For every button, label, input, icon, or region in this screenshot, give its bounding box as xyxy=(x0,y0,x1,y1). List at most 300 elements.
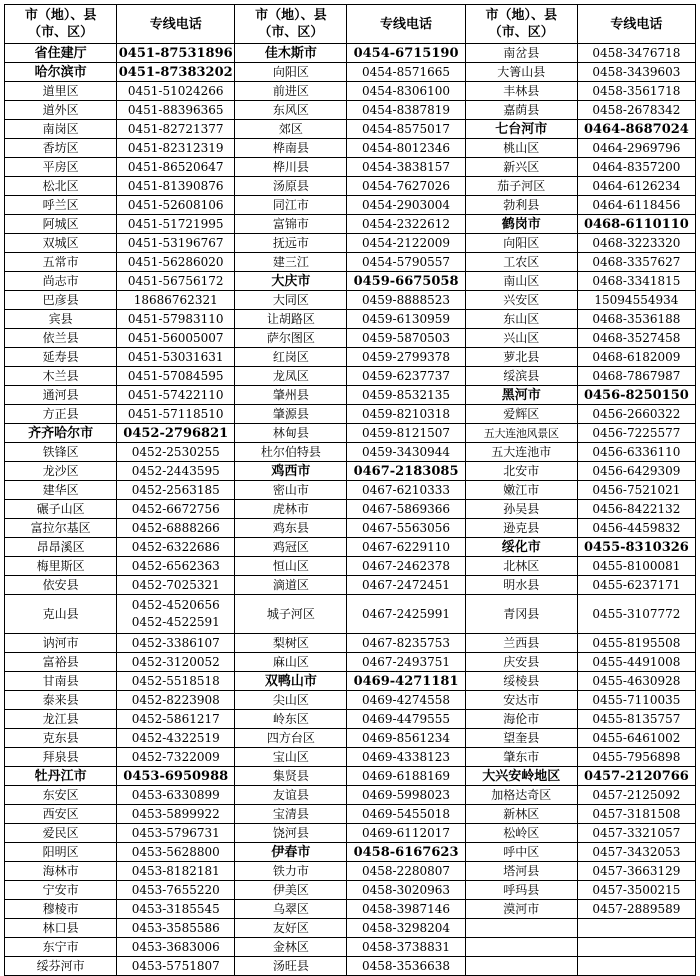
hotline-number: 0459-8210318 xyxy=(347,405,465,424)
hotline-number: 0456-8250150 xyxy=(577,386,695,405)
hotline-number: 0458-3738831 xyxy=(347,938,465,957)
hotline-number: 0455-6237171 xyxy=(577,576,695,595)
region-name: 麻山区 xyxy=(235,653,347,672)
region-name: 萝北县 xyxy=(465,348,577,367)
hotline-number: 0453-5796731 xyxy=(117,824,235,843)
hotline-number: 0455-3107772 xyxy=(577,595,695,634)
region-name: 北林区 xyxy=(465,557,577,576)
hotline-number: 0453-3185545 xyxy=(117,900,235,919)
region-name: 兴安区 xyxy=(465,291,577,310)
hotline-number: 0454-8012346 xyxy=(347,139,465,158)
table-row xyxy=(5,786,696,805)
region-name: 北安市 xyxy=(465,462,577,481)
table-body xyxy=(5,44,696,976)
hotline-number: 0458-3439603 xyxy=(577,63,695,82)
hotline-number: 0464-6118456 xyxy=(577,196,695,215)
hotline-number: 0454-8571665 xyxy=(347,63,465,82)
region-name xyxy=(465,957,577,976)
hotline-number: 0452-5861217 xyxy=(117,710,235,729)
region-name: 梨树区 xyxy=(235,634,347,653)
hotline-number: 0457-3500215 xyxy=(577,881,695,900)
hotline-number: 0468-6110110 xyxy=(577,215,695,234)
table-row xyxy=(5,576,696,595)
table-row xyxy=(5,862,696,881)
region-name: 茄子河区 xyxy=(465,177,577,196)
hotline-number: 0467-5563056 xyxy=(347,519,465,538)
table-row xyxy=(5,900,696,919)
region-name: 新兴区 xyxy=(465,158,577,177)
table-row xyxy=(5,748,696,767)
region-name: 哈尔滨市 xyxy=(5,63,117,82)
table-row xyxy=(5,634,696,653)
hotline-number: 0459-8532135 xyxy=(347,386,465,405)
region-name: 桦南县 xyxy=(235,139,347,158)
hotline-number: 0454-2322612 xyxy=(347,215,465,234)
hotline-number: 0451-82312319 xyxy=(117,139,235,158)
hotline-number: 0468-3223320 xyxy=(577,234,695,253)
region-name: 海伦市 xyxy=(465,710,577,729)
hotline-number: 0453-3683006 xyxy=(117,938,235,957)
region-name: 富裕县 xyxy=(5,653,117,672)
region-name: 望奎县 xyxy=(465,729,577,748)
region-name: 泰来县 xyxy=(5,691,117,710)
hotline-number: 0451-57084595 xyxy=(117,367,235,386)
hotline-number: 0467-5869366 xyxy=(347,500,465,519)
table-row xyxy=(5,462,696,481)
region-name: 昂昂溪区 xyxy=(5,538,117,557)
table-row xyxy=(5,196,696,215)
table-row xyxy=(5,424,696,443)
region-name: 五常市 xyxy=(5,253,117,272)
region-name: 桦川县 xyxy=(235,158,347,177)
region-name: 林口县 xyxy=(5,919,117,938)
table-row xyxy=(5,329,696,348)
region-name: 道外区 xyxy=(5,101,117,120)
region-name: 伊美区 xyxy=(235,881,347,900)
table-row xyxy=(5,557,696,576)
hotline-number: 0459-6675058 xyxy=(347,272,465,291)
hotline-number: 0451-53031631 xyxy=(117,348,235,367)
hotline-number: 0455-8310326 xyxy=(577,538,695,557)
hotline-number: 0452-4322519 xyxy=(117,729,235,748)
table-row xyxy=(5,919,696,938)
region-name: 友好区 xyxy=(235,919,347,938)
hotline-number: 0469-4338123 xyxy=(347,748,465,767)
region-name: 青冈县 xyxy=(465,595,577,634)
region-name: 齐齐哈尔市 xyxy=(5,424,117,443)
hotline-table xyxy=(4,4,696,976)
region-name: 龙凤区 xyxy=(235,367,347,386)
hotline-number: 0453-8182181 xyxy=(117,862,235,881)
region-name: 东安区 xyxy=(5,786,117,805)
hotline-number: 0451-57422110 xyxy=(117,386,235,405)
hotline-number: 0467-8235753 xyxy=(347,634,465,653)
hotline-number: 0452-7322009 xyxy=(117,748,235,767)
region-name: 漠河市 xyxy=(465,900,577,919)
hotline-number: 0454-8387819 xyxy=(347,101,465,120)
hotline-number xyxy=(117,595,235,634)
table-row xyxy=(5,215,696,234)
hotline-number: 0453-6950988 xyxy=(117,767,235,786)
region-name: 西安区 xyxy=(5,805,117,824)
region-name: 鹤岗市 xyxy=(465,215,577,234)
table-row xyxy=(5,348,696,367)
table-row xyxy=(5,405,696,424)
hotline-number: 0451-86520647 xyxy=(117,158,235,177)
region-name: 前进区 xyxy=(235,82,347,101)
region-name: 牡丹江市 xyxy=(5,767,117,786)
hotline-number: 0455-7110035 xyxy=(577,691,695,710)
region-name: 向阳区 xyxy=(235,63,347,82)
region-name: 南岔县 xyxy=(465,44,577,63)
region-name: 黑河市 xyxy=(465,386,577,405)
hotline-number: 0456-2660322 xyxy=(577,405,695,424)
hotline-number: 0456-8422132 xyxy=(577,500,695,519)
hotline-number: 0455-8195508 xyxy=(577,634,695,653)
region-name: 南山区 xyxy=(465,272,577,291)
region-name: 绥滨县 xyxy=(465,367,577,386)
hotline-number: 0455-4491008 xyxy=(577,653,695,672)
hotline-number: 0459-8888523 xyxy=(347,291,465,310)
region-name: 向阳区 xyxy=(465,234,577,253)
table-row xyxy=(5,729,696,748)
region-name: 双鸭山市 xyxy=(235,672,347,691)
region-name: 肇源县 xyxy=(235,405,347,424)
region-name: 阿城区 xyxy=(5,215,117,234)
hotline-number: 0454-7627026 xyxy=(347,177,465,196)
hotline-number: 0468-3527458 xyxy=(577,329,695,348)
hotline-number: 0469-5455018 xyxy=(347,805,465,824)
region-name: 宁安市 xyxy=(5,881,117,900)
phone-header: 专线电话 xyxy=(577,5,695,44)
hotline-number: 0452-6322686 xyxy=(117,538,235,557)
hotline-number: 0455-8135757 xyxy=(577,710,695,729)
region-name: 平房区 xyxy=(5,158,117,177)
region-name: 海林市 xyxy=(5,862,117,881)
region-name: 让胡路区 xyxy=(235,310,347,329)
hotline-number: 0459-8121507 xyxy=(347,424,465,443)
hotline-number: 0467-2183085 xyxy=(347,462,465,481)
region-name: 萨尔图区 xyxy=(235,329,347,348)
hotline-number: 0457-3181508 xyxy=(577,805,695,824)
region-name: 道里区 xyxy=(5,82,117,101)
region-name: 通河县 xyxy=(5,386,117,405)
region-name: 孙吴县 xyxy=(465,500,577,519)
hotline-number: 0457-3432053 xyxy=(577,843,695,862)
hotline-number: 0456-4459832 xyxy=(577,519,695,538)
region-name: 富锦市 xyxy=(235,215,347,234)
region-name: 爱辉区 xyxy=(465,405,577,424)
table-row xyxy=(5,177,696,196)
name-header: 市（地）、县 （市、区） xyxy=(465,5,577,44)
name-header: 市（地）、县 （市、区） xyxy=(5,5,117,44)
region-name: 阳明区 xyxy=(5,843,117,862)
table-row xyxy=(5,595,696,634)
region-name: 城子河区 xyxy=(235,595,347,634)
region-name: 红岗区 xyxy=(235,348,347,367)
hotline-number: 0452-2796821 xyxy=(117,424,235,443)
hotline-number: 0455-4630928 xyxy=(577,672,695,691)
hotline-number: 15094554934 xyxy=(577,291,695,310)
region-name: 新林区 xyxy=(465,805,577,824)
region-name: 虎林市 xyxy=(235,500,347,519)
region-name: 鸡西市 xyxy=(235,462,347,481)
region-name: 密山市 xyxy=(235,481,347,500)
hotline-number: 0451-53196767 xyxy=(117,234,235,253)
hotline-number: 0451-52608106 xyxy=(117,196,235,215)
region-name: 兴山区 xyxy=(465,329,577,348)
hotline-number: 0469-5998023 xyxy=(347,786,465,805)
hotline-number xyxy=(577,957,695,976)
region-name: 肇州县 xyxy=(235,386,347,405)
hotline-number: 0469-4271181 xyxy=(347,672,465,691)
region-name: 逊克县 xyxy=(465,519,577,538)
hotline-number: 0467-2462378 xyxy=(347,557,465,576)
hotline-number: 0453-6330899 xyxy=(117,786,235,805)
region-name: 双城区 xyxy=(5,234,117,253)
region-name: 建华区 xyxy=(5,481,117,500)
table-row xyxy=(5,881,696,900)
hotline-number: 0468-3341815 xyxy=(577,272,695,291)
region-name: 讷河市 xyxy=(5,634,117,653)
hotline-number: 0458-3020963 xyxy=(347,881,465,900)
hotline-number: 0454-8575017 xyxy=(347,120,465,139)
region-name: 木兰县 xyxy=(5,367,117,386)
region-name: 大兴安岭地区 xyxy=(465,767,577,786)
hotline-number: 0464-2969796 xyxy=(577,139,695,158)
hotline-number: 0457-2125092 xyxy=(577,786,695,805)
hotline-number: 0451-88396365 xyxy=(117,101,235,120)
hotline-number: 0452-5518518 xyxy=(117,672,235,691)
table-row xyxy=(5,63,696,82)
region-name: 绥棱县 xyxy=(465,672,577,691)
hotline-number: 0456-6336110 xyxy=(577,443,695,462)
region-name: 饶河县 xyxy=(235,824,347,843)
region-name: 省住建厅 xyxy=(5,44,117,63)
region-name: 明水县 xyxy=(465,576,577,595)
region-name: 集贤县 xyxy=(235,767,347,786)
hotline-number: 0469-4479555 xyxy=(347,710,465,729)
hotline-number: 0469-6112017 xyxy=(347,824,465,843)
region-name: 富拉尔基区 xyxy=(5,519,117,538)
table-row xyxy=(5,291,696,310)
hotline-number: 0451-87531896 xyxy=(117,44,235,63)
hotline-number: 0458-2280807 xyxy=(347,862,465,881)
phone-header: 专线电话 xyxy=(117,5,235,44)
region-name: 加格达奇区 xyxy=(465,786,577,805)
table-row xyxy=(5,82,696,101)
table-row xyxy=(5,158,696,177)
region-name: 杜尔伯特县 xyxy=(235,443,347,462)
hotline-number-line: 0452-4522591 xyxy=(131,615,220,629)
region-name: 林甸县 xyxy=(235,424,347,443)
hotline-number: 0458-2678342 xyxy=(577,101,695,120)
region-name: 南岗区 xyxy=(5,120,117,139)
region-name: 鸡东县 xyxy=(235,519,347,538)
hotline-number: 0457-3663129 xyxy=(577,862,695,881)
region-name: 宝山区 xyxy=(235,748,347,767)
hotline-number: 0451-87383202 xyxy=(117,63,235,82)
name-header: 市（地）、县 （市、区） xyxy=(235,5,347,44)
hotline-number: 0469-6188169 xyxy=(347,767,465,786)
region-name: 金林区 xyxy=(235,938,347,957)
region-name: 绥化市 xyxy=(465,538,577,557)
region-name: 东风区 xyxy=(235,101,347,120)
hotline-number: 0452-6672756 xyxy=(117,500,235,519)
hotline-number: 0455-7956898 xyxy=(577,748,695,767)
region-name: 克山县 xyxy=(5,595,117,634)
hotline-number: 0453-5899922 xyxy=(117,805,235,824)
table-row xyxy=(5,519,696,538)
region-name: 延寿县 xyxy=(5,348,117,367)
table-row xyxy=(5,710,696,729)
hotline-number: 0456-6429309 xyxy=(577,462,695,481)
hotline-number: 0453-5628800 xyxy=(117,843,235,862)
region-name: 庆安县 xyxy=(465,653,577,672)
region-name: 东宁市 xyxy=(5,938,117,957)
table-row xyxy=(5,44,696,63)
hotline-number: 0468-6182009 xyxy=(577,348,695,367)
region-name: 穆棱市 xyxy=(5,900,117,919)
hotline-number: 0451-56286020 xyxy=(117,253,235,272)
hotline-number: 0457-3321057 xyxy=(577,824,695,843)
region-name: 郊区 xyxy=(235,120,347,139)
hotline-number: 0458-6167623 xyxy=(347,843,465,862)
region-name: 桃山区 xyxy=(465,139,577,158)
hotline-number: 0459-3430944 xyxy=(347,443,465,462)
table-row xyxy=(5,234,696,253)
table-row xyxy=(5,653,696,672)
table-row xyxy=(5,443,696,462)
table-row xyxy=(5,481,696,500)
region-name: 巴彦县 xyxy=(5,291,117,310)
hotline-number: 0457-2889589 xyxy=(577,900,695,919)
hotline-number: 0468-3536188 xyxy=(577,310,695,329)
hotline-number: 0452-3120052 xyxy=(117,653,235,672)
region-name: 嘉荫县 xyxy=(465,101,577,120)
hotline-number: 0452-6888266 xyxy=(117,519,235,538)
table-row xyxy=(5,500,696,519)
hotline-number: 0459-6130959 xyxy=(347,310,465,329)
table-row xyxy=(5,272,696,291)
region-name: 五大连池市 xyxy=(465,443,577,462)
table-row xyxy=(5,767,696,786)
region-name: 嫩江市 xyxy=(465,481,577,500)
region-name: 松北区 xyxy=(5,177,117,196)
hotline-number: 0469-4274558 xyxy=(347,691,465,710)
hotline-number: 0452-2443595 xyxy=(117,462,235,481)
hotline-number: 0451-51721995 xyxy=(117,215,235,234)
hotline-number: 0458-3987146 xyxy=(347,900,465,919)
region-name: 工农区 xyxy=(465,253,577,272)
hotline-number: 0457-2120766 xyxy=(577,767,695,786)
region-name: 汤原县 xyxy=(235,177,347,196)
table-row xyxy=(5,805,696,824)
header-row xyxy=(5,5,696,44)
region-name xyxy=(465,919,577,938)
hotline-number: 0455-8100081 xyxy=(577,557,695,576)
region-name xyxy=(465,938,577,957)
hotline-number: 0464-8357200 xyxy=(577,158,695,177)
region-name: 依安县 xyxy=(5,576,117,595)
region-name: 恒山区 xyxy=(235,557,347,576)
region-name: 呼中区 xyxy=(465,843,577,862)
hotline-number: 0458-3298204 xyxy=(347,919,465,938)
region-name: 安达市 xyxy=(465,691,577,710)
hotline-number: 0458-3476718 xyxy=(577,44,695,63)
region-name: 拜泉县 xyxy=(5,748,117,767)
hotline-number: 0452-8223908 xyxy=(117,691,235,710)
hotline-number: 0467-6210333 xyxy=(347,481,465,500)
hotline-number: 0455-6461002 xyxy=(577,729,695,748)
hotline-number: 0451-57118510 xyxy=(117,405,235,424)
region-name: 龙沙区 xyxy=(5,462,117,481)
hotline-number: 18686762321 xyxy=(117,291,235,310)
table-row xyxy=(5,672,696,691)
region-name: 大同区 xyxy=(235,291,347,310)
hotline-number: 0451-56756172 xyxy=(117,272,235,291)
hotline-number: 0454-8306100 xyxy=(347,82,465,101)
region-name: 塔河县 xyxy=(465,862,577,881)
hotline-number: 0452-2530255 xyxy=(117,443,235,462)
hotline-number: 0451-81390876 xyxy=(117,177,235,196)
hotline-number: 0467-6229110 xyxy=(347,538,465,557)
region-name: 碾子山区 xyxy=(5,500,117,519)
hotline-number: 0451-82721377 xyxy=(117,120,235,139)
region-name: 肇东市 xyxy=(465,748,577,767)
hotline-number: 0452-6562363 xyxy=(117,557,235,576)
table-row xyxy=(5,824,696,843)
region-name: 香坊区 xyxy=(5,139,117,158)
table-row xyxy=(5,253,696,272)
hotline-number xyxy=(577,919,695,938)
region-name: 伊春市 xyxy=(235,843,347,862)
region-name: 尖山区 xyxy=(235,691,347,710)
table-row xyxy=(5,957,696,976)
hotline-number: 0453-5751807 xyxy=(117,957,235,976)
hotline-number: 0454-3838157 xyxy=(347,158,465,177)
phone-header: 专线电话 xyxy=(347,5,465,44)
hotline-number: 0467-2493751 xyxy=(347,653,465,672)
region-name: 呼兰区 xyxy=(5,196,117,215)
hotline-number: 0456-7225577 xyxy=(577,424,695,443)
hotline-number: 0451-51024266 xyxy=(117,82,235,101)
hotline-number: 0451-57983110 xyxy=(117,310,235,329)
hotline-number: 0453-3585586 xyxy=(117,919,235,938)
region-name: 友谊县 xyxy=(235,786,347,805)
region-name: 勃利县 xyxy=(465,196,577,215)
region-name: 东山区 xyxy=(465,310,577,329)
region-name: 爱民区 xyxy=(5,824,117,843)
hotline-number: 0458-3561718 xyxy=(577,82,695,101)
region-name: 松岭区 xyxy=(465,824,577,843)
region-name: 甘南县 xyxy=(5,672,117,691)
region-name: 滴道区 xyxy=(235,576,347,595)
hotline-number-line: 0452-4520656 xyxy=(131,598,220,612)
hotline-number: 0469-8561234 xyxy=(347,729,465,748)
region-name: 七台河市 xyxy=(465,120,577,139)
region-name: 乌翠区 xyxy=(235,900,347,919)
hotline-number: 0459-2799378 xyxy=(347,348,465,367)
hotline-number: 0467-2425991 xyxy=(347,595,465,634)
table-row xyxy=(5,938,696,957)
region-name: 鸡冠区 xyxy=(235,538,347,557)
region-name: 岭东区 xyxy=(235,710,347,729)
table-row xyxy=(5,310,696,329)
region-name: 佳木斯市 xyxy=(235,44,347,63)
hotline-number: 0452-2563185 xyxy=(117,481,235,500)
hotline-number: 0454-2122009 xyxy=(347,234,465,253)
